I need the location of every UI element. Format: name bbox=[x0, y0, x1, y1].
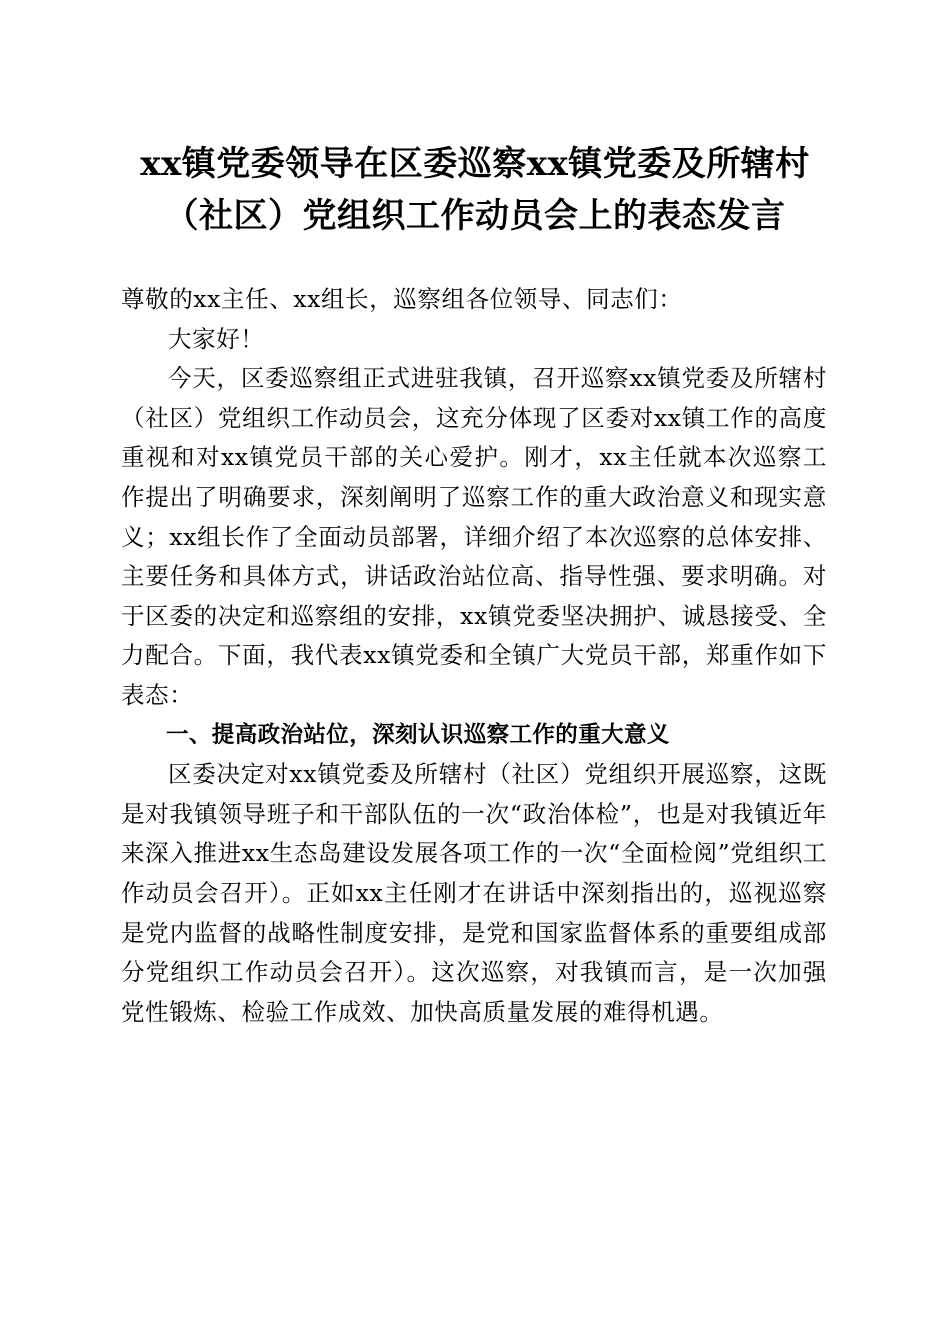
section-heading-1: 一、提高政治站位，深刻认识巡察工作的重大意义 bbox=[166, 721, 670, 748]
title-line-2: （社区）党组织工作动员会上的表态发言 bbox=[164, 196, 786, 236]
document-body bbox=[121, 280, 827, 1032]
title-line-1: xx镇党委领导在区委巡察xx镇党委及所辖村 bbox=[140, 144, 810, 184]
salutation: 尊敬的xx主任、xx组长，巡察组各位领导、同志们： bbox=[121, 285, 683, 313]
greeting: 大家好！ bbox=[168, 324, 265, 353]
paragraph-section-1: 区委决定对xx镇党委及所辖村（社区）党组织开展巡察，这既是对我镇领导班子和干部队伍的一次“政治体检”，也是对我镇近年来深入推进xx生态岛建设发展各项工作的一次“全面检阅”党组织工作动员会召开）。正如xx主任刚才在讲话中深刻指出的，巡视巡察是党内监督的战略性制度安排，是党和国家监督体系的重要组成部分党组织工作动员会召开）。这次巡察，对我镇而言，是一次加强党性锻炼、检验工作成效、加快高质量发展的难得机遇。 bbox=[121, 760, 827, 1026]
document-title bbox=[100, 138, 850, 242]
paragraph-intro: 今天，区委巡察组正式进驻我镇，召开巡察xx镇党委及所辖村（社区）党组织工作动员会，这充分体现了区委对xx镇工作的高度重视和对xx镇党员干部的关心爱护。刚才，xx主任就本次巡察工作提出了明确要求，深刻阐明了巡察工作的重大政治意义和现实意义；xx组长作了全面动员部署，详细介绍了本次巡察的总体安排、主要任务和具体方式，讲话政治站位高、指导性强、要求明确。对于区委的决定和巡察组的安排，xx镇党委坚决拥护、诚恳接受、全力配合。下面，我代表xx镇党委和全镇广大党员干部，郑重作如下表态： bbox=[121, 364, 827, 709]
